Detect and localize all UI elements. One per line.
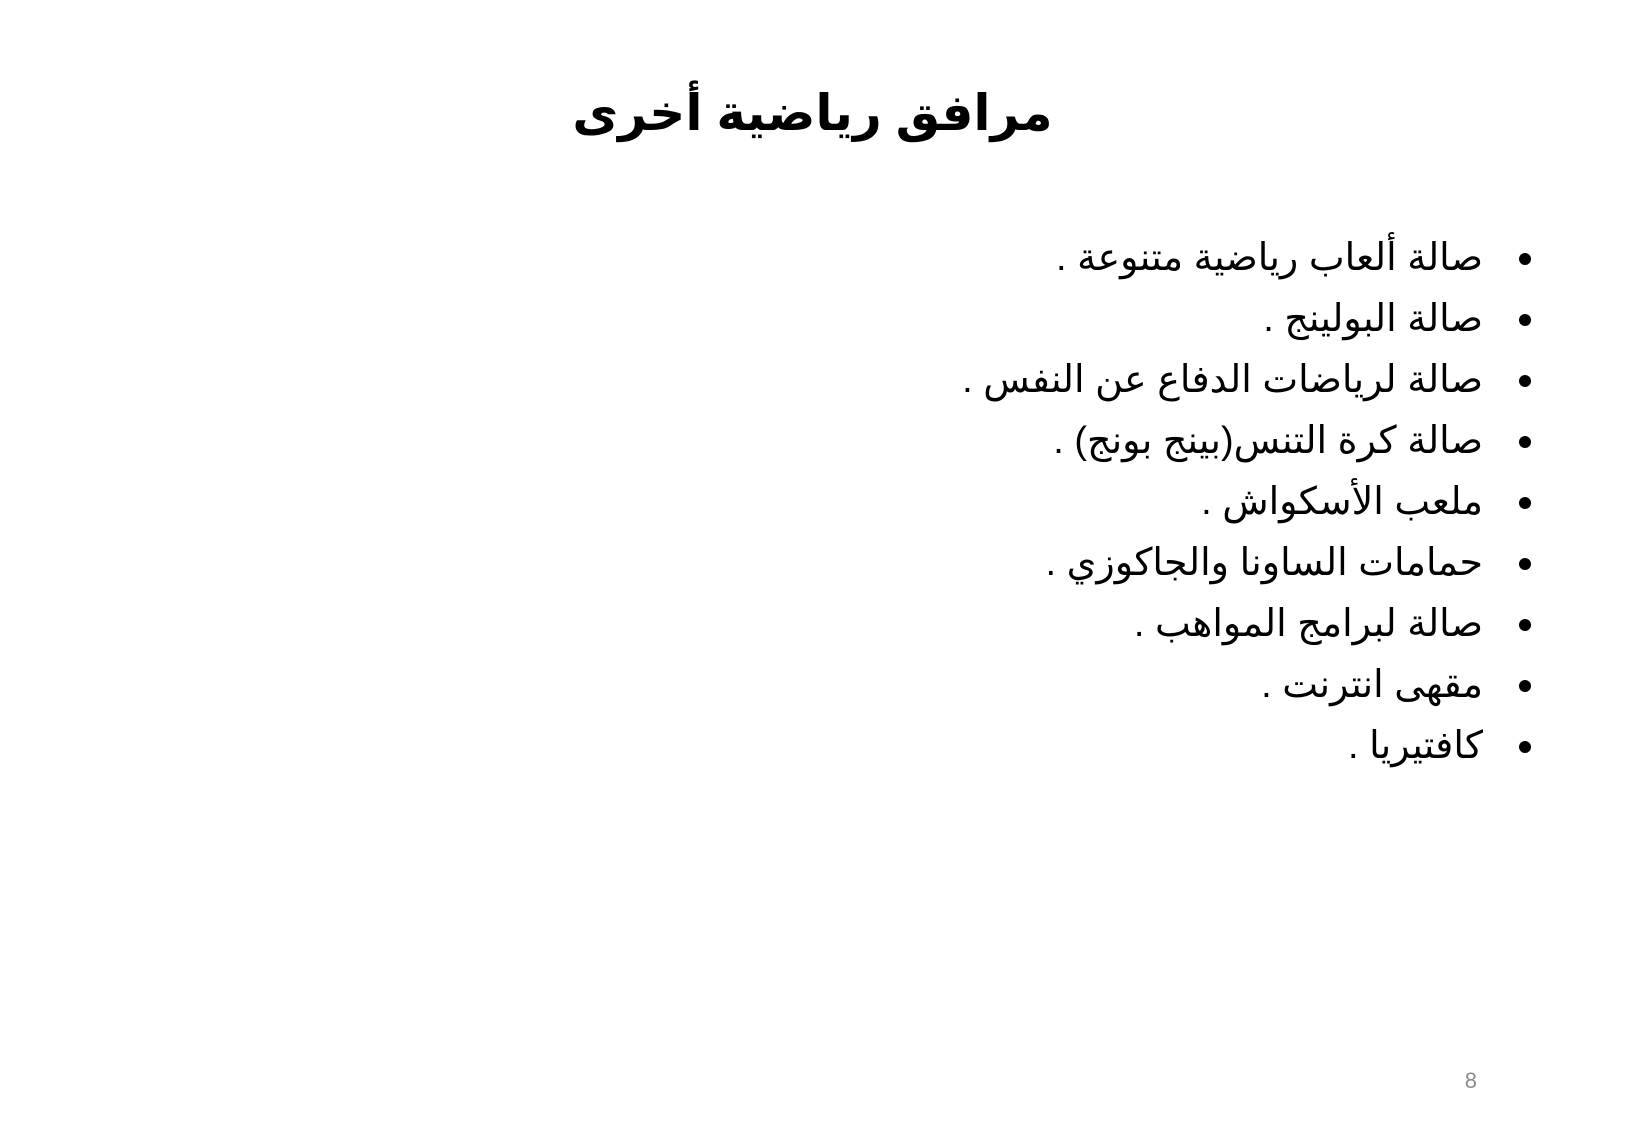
list-item bbox=[0, 289, 1625, 350]
bullet-text: حمامات الساونا والجاكوزي . bbox=[1045, 542, 1483, 584]
list-item bbox=[0, 594, 1625, 655]
bullet-icon bbox=[1519, 619, 1531, 631]
bullet-icon bbox=[1519, 375, 1531, 387]
bullet-text: مقهى انترنت . bbox=[1261, 664, 1483, 706]
list-item bbox=[0, 533, 1625, 594]
bullet-icon bbox=[1519, 741, 1531, 753]
slide-title: مرافق رياضية أخرى bbox=[572, 85, 1053, 141]
bullet-icon bbox=[1519, 680, 1531, 692]
list-item bbox=[0, 228, 1625, 289]
list-item bbox=[0, 472, 1625, 533]
list-item bbox=[0, 716, 1625, 777]
bullet-icon bbox=[1519, 253, 1531, 265]
bullet-icon bbox=[1519, 497, 1531, 509]
list-item bbox=[0, 411, 1625, 472]
bullet-text: صالة ألعاب رياضية متنوعة . bbox=[1056, 237, 1483, 279]
list-item bbox=[0, 655, 1625, 716]
bullet-icon bbox=[1519, 314, 1531, 326]
bullet-text: ملعب الأسكواش . bbox=[1201, 481, 1483, 523]
bullet-icon bbox=[1519, 558, 1531, 570]
bullet-text: صالة كرة التنس(بينج بونج) . bbox=[1053, 420, 1483, 462]
bullet-list bbox=[0, 228, 1625, 777]
bullet-text: صالة لبرامج المواهب . bbox=[1133, 603, 1483, 645]
bullet-text: كافتيريا . bbox=[1347, 725, 1483, 767]
bullet-icon bbox=[1519, 436, 1531, 448]
page-number: 8 bbox=[1464, 1068, 1477, 1093]
bullet-text: صالة البولينج . bbox=[1263, 298, 1483, 340]
bullet-text: صالة لرياضات الدفاع عن النفس . bbox=[962, 359, 1483, 401]
list-item bbox=[0, 350, 1625, 411]
